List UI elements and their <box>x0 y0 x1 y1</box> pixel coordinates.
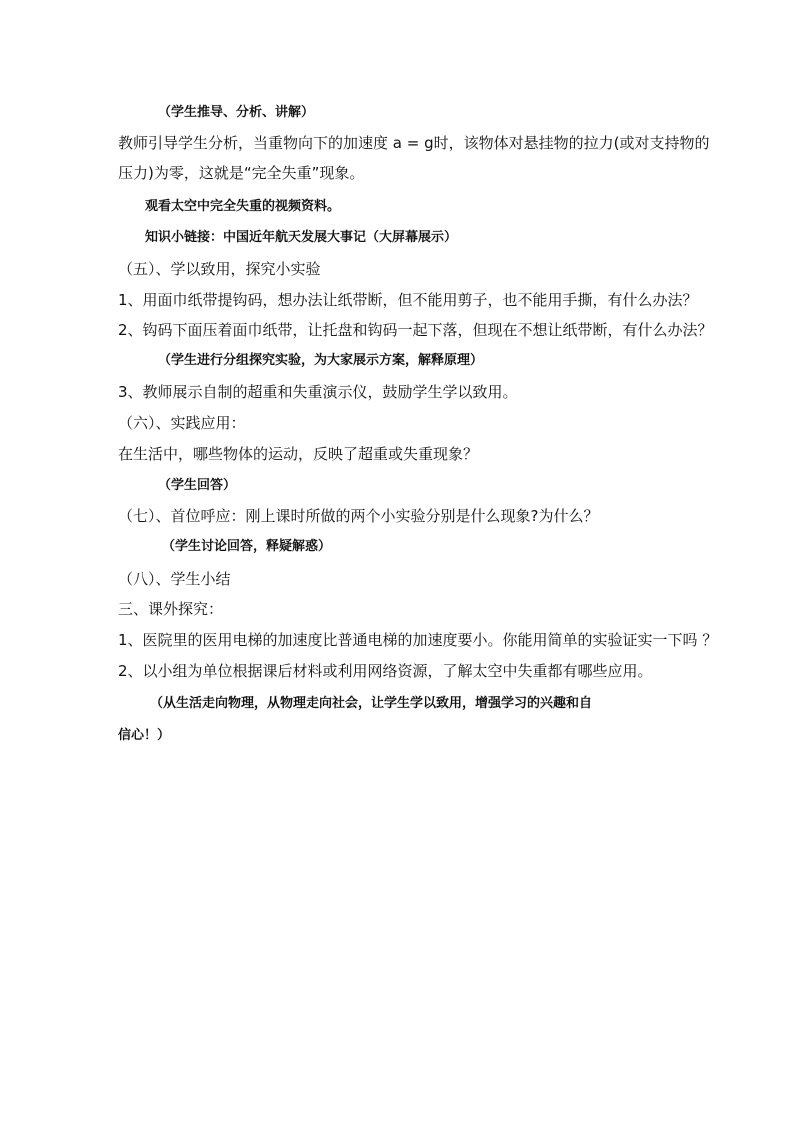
extracurricular-item-2: 2、以小组为单位根据课后材料或利用网络资源，了解太空中失重都有哪些应用。 <box>118 662 653 680</box>
paragraph-teacher-guidance-line-1: 教师引导学生分析，当重物向下的加速度 a = g时，该物体对悬挂物的拉力(或对支持物的 <box>118 134 710 152</box>
note-knowledge-link: 知识小链接：中国近年航天发展大事记（大屏幕展示） <box>145 230 458 245</box>
section-heading-five: （五）、学以致用，探究小实验 <box>118 260 321 278</box>
note-group-experiment: （学生进行分组探究实验，为大家展示方案，解释原理） <box>158 353 484 368</box>
note-discussion: （学生讨论回答，释疑解惑） <box>162 539 332 554</box>
experiment-item-1: 1、用面巾纸带提钩码，想办法让纸带断，但不能用剪子，也不能用手撕，有什么办法？ <box>118 291 698 309</box>
experiment-item-2: 2、钩码下面压着面巾纸带，让托盘和钩码一起下落，但现在不想让纸带断，有什么办法？ <box>118 321 713 339</box>
note-watch-video: 观看太空中完全失重的视频资料。 <box>145 199 341 214</box>
experiment-item-3: 3、教师展示自制的超重和失重演示仪，鼓励学生学以致用。 <box>118 383 518 401</box>
practice-question: 在生活中，哪些物体的运动，反映了超重或失重现象？ <box>118 445 479 463</box>
paragraph-teacher-guidance-line-2: 压力)为零，这就是“完全失重”现象。 <box>118 164 365 182</box>
extracurricular-item-1: 1、医院里的医用电梯的加速度比普通电梯的加速度要小。你能用简单的实验证实一下吗 ？ <box>118 631 718 649</box>
section-heading-six: （六）、实践应用： <box>118 414 246 432</box>
closing-note-line-1: （从生活走向物理，从物理走向社会，让学生学以致用，增强学习的兴趣和自 <box>150 696 593 711</box>
note-student-answer: （学生回答） <box>158 478 237 493</box>
section-heading-eight: （八）、学生小结 <box>118 570 231 588</box>
section-heading-seven: （七）、首位呼应：刚上课时所做的两个小实验分别是什么现象?为什么？ <box>118 507 599 525</box>
section-heading-extracurricular: 三、课外探究： <box>118 600 224 618</box>
note-student-derivation: （学生推导、分析、讲解） <box>158 105 315 120</box>
closing-note-line-2: 信心！） <box>118 728 171 743</box>
